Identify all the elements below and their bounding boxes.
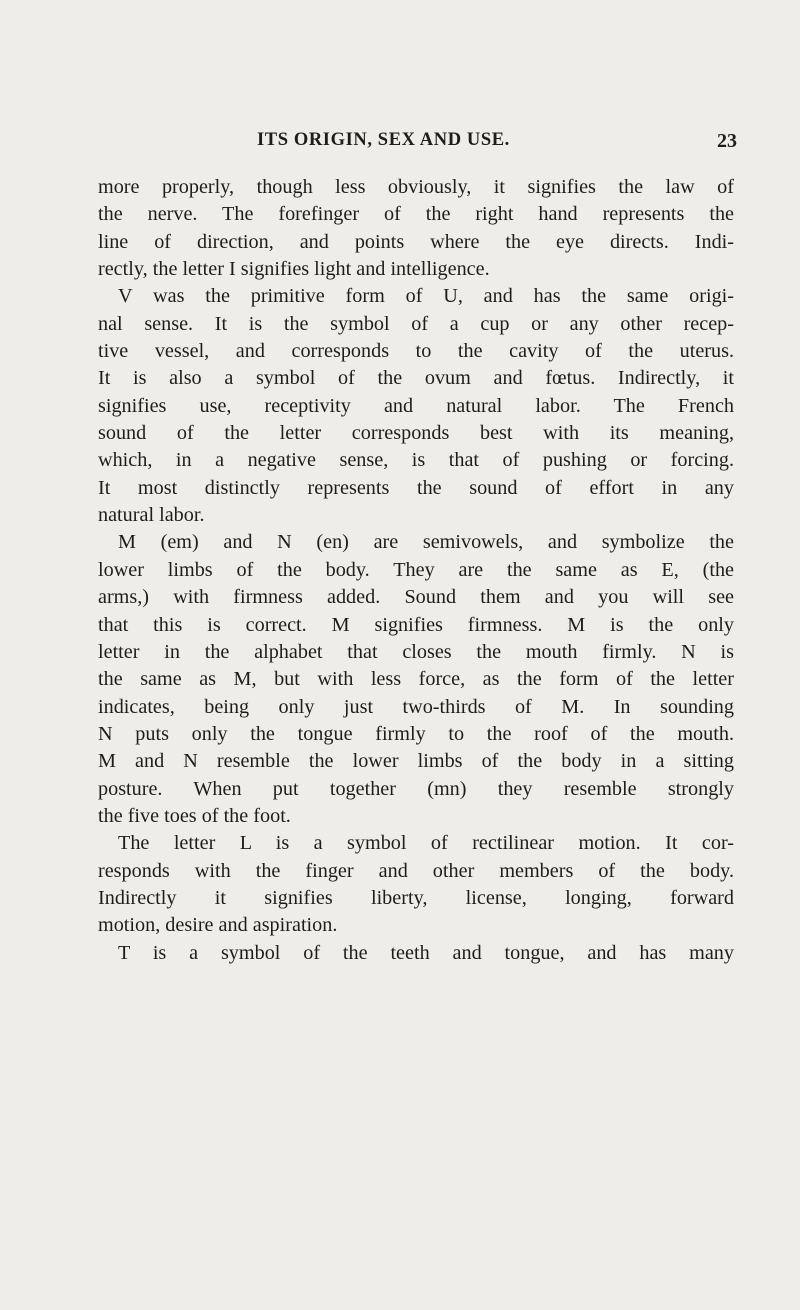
text-line: letter in the alphabet that closes the mouth firmly. N is (98, 640, 734, 663)
text-line: the nerve. The forefinger of the right hand represents the (98, 203, 734, 226)
text-line: that this is correct. M signifies firmness. M is the only (98, 613, 734, 636)
text-line: Indirectly it signifies liberty, license, longing, forward (98, 886, 734, 909)
text-line: responds with the finger and other members of the body. (98, 859, 734, 882)
text-line: rectly, the letter I signifies light and intelligence. (98, 258, 490, 281)
page-header (257, 130, 737, 158)
text-line: The letter L is a symbol of rectilinear motion. It cor- (118, 832, 734, 855)
text-line: M and N resemble the lower limbs of the body in a sitting (98, 750, 734, 773)
text-line: the same as M, but with less force, as the form of the letter (98, 668, 734, 691)
text-line: signifies use, receptivity and natural labor. The French (98, 394, 734, 417)
text-line: tive vessel, and corresponds to the cavity of the uterus. (98, 340, 734, 363)
text-line: motion, desire and aspiration. (98, 914, 338, 937)
text-line: more properly, though less obviously, it signifies the law of (98, 176, 734, 198)
text-line: T is a symbol of the teeth and tongue, and has many (118, 941, 734, 964)
text-line: It is also a symbol of the ovum and fœtus. Indirectly, it (98, 367, 734, 390)
text-line: the five toes of the foot. (98, 804, 291, 827)
text-line: posture. When put together (mn) they resemble strongly (98, 777, 734, 800)
text-line: nal sense. It is the symbol of a cup or any other recep- (98, 312, 734, 335)
text-line: line of direction, and points where the eye directs. Indi- (98, 230, 734, 253)
text-line: It most distinctly represents the sound of effort in any (98, 476, 734, 499)
text-line: V was the primitive form of U, and has the same origi- (118, 285, 734, 308)
page-number: 23 (717, 130, 737, 152)
text-line: lower limbs of the body. They are the same as E, (the (98, 558, 734, 581)
text-line: M (em) and N (en) are semivowels, and symbolize the (118, 531, 734, 554)
running-head: ITS ORIGIN, SEX AND USE. (257, 130, 510, 150)
text-line: which, in a negative sense, is that of pushing or forcing. (98, 449, 734, 472)
text-line: indicates, being only just two-thirds of M. In sounding (98, 695, 734, 718)
text-line: arms,) with firmness added. Sound them and you will see (98, 586, 734, 609)
body-text (98, 174, 734, 967)
text-line: N puts only the tongue firmly to the roof of the mouth. (98, 722, 734, 745)
text-line: sound of the letter corresponds best with its meaning, (98, 422, 734, 445)
text-line: natural labor. (98, 504, 205, 527)
